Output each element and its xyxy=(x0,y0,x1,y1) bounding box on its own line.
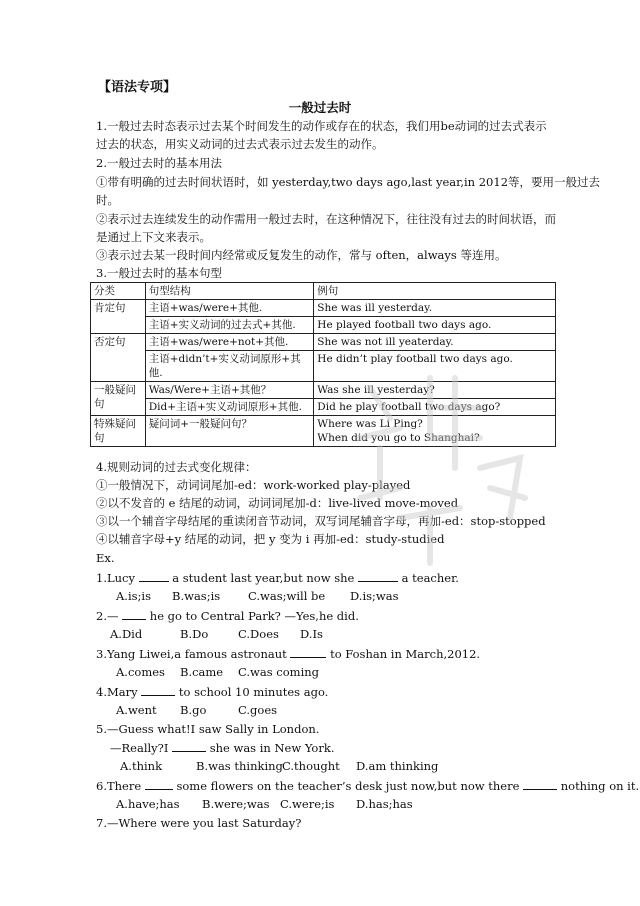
option: B.was thinking xyxy=(196,759,283,773)
usage-heading: 2.一般过去时的基本用法 xyxy=(96,156,222,170)
table-row xyxy=(91,317,556,334)
structure-cell: 主语+was/were+not+其他. xyxy=(145,334,314,351)
answer-blank xyxy=(141,683,175,696)
watermark-graphic xyxy=(330,348,550,578)
usage-line-3: ②表示过去连续发生的动作需用一般过去时，在这种情况下，往往没有过去的时间状语，而 xyxy=(96,212,556,226)
category-cell: 肯定句 xyxy=(91,300,146,334)
header-structure: 句型结构 xyxy=(145,283,314,300)
example-cell: He played football two days ago. xyxy=(314,317,556,334)
header-category: 分类 xyxy=(91,283,146,300)
answer-blank xyxy=(523,777,557,790)
option: D.Is xyxy=(300,627,323,641)
option: B.Do xyxy=(180,627,209,641)
rule-line-1: ①一般情况下，动词词尾加-ed：work-worked play-played xyxy=(96,478,411,492)
example-cell: She was not ill yeaterday. xyxy=(314,334,556,351)
question-6: 6.There some flowers on the teacher’s desk just now,but now there nothing on it. xyxy=(96,779,640,793)
option: B.go xyxy=(180,703,207,717)
option: D.has;has xyxy=(356,797,413,811)
question-4: 4.Mary to school 10 minutes ago. xyxy=(96,685,329,699)
answer-blank xyxy=(172,739,206,752)
category-cell: 特殊疑问句 xyxy=(91,416,146,447)
option: B.were;was xyxy=(202,797,270,811)
rules-heading: 4.规则动词的过去式变化规律： xyxy=(96,460,257,474)
category-cell: 一般疑问句 xyxy=(91,382,146,416)
option: A.Did xyxy=(110,627,143,641)
example-cell: She was ill yesterday. xyxy=(314,300,556,317)
option: C.Does xyxy=(238,627,279,641)
option: D.am thinking xyxy=(356,759,439,773)
option: C.thought xyxy=(282,759,340,773)
question-3: 3.Yang Liwei,a famous astronaut to Foshan in March,2012. xyxy=(96,647,481,661)
option: C.was coming xyxy=(238,665,320,679)
question-1: 1.Lucy a student last year,but now she a teacher. xyxy=(96,571,459,585)
rule-line-2: ②以不发音的 e 结尾的动词，动词词尾加-d：live-lived move-moved xyxy=(96,496,459,510)
example-cell: Was she ill yesterday? xyxy=(314,382,556,399)
question-7: 7.—Where were you last Saturday? xyxy=(96,816,302,830)
option: A.went xyxy=(116,703,157,717)
page-title: 一般过去时 xyxy=(288,100,352,115)
table-header-row xyxy=(91,283,556,300)
structure-cell: 主语+didn’t+实义动词原形+其他. xyxy=(145,351,314,382)
option: C.goes xyxy=(238,703,278,717)
rule-line-4: ④以辅音字母+y 结尾的动词，把 y 变为 i 再加-ed：study-studied xyxy=(96,532,445,546)
pattern-heading: 3.一般过去时的基本句型 xyxy=(96,266,222,280)
structure-cell: 主语+was/were+其他. xyxy=(145,300,314,317)
option: A.have;has xyxy=(116,797,180,811)
usage-line-2: 时。 xyxy=(96,193,119,207)
usage-line-1: ①带有明确的过去时间状语时，如 yesterday,two days ago,last year,in 2012等，要用一般过去 xyxy=(96,175,601,189)
option: B.came xyxy=(180,665,224,679)
category-cell: 否定句 xyxy=(91,334,146,382)
header-example: 例句 xyxy=(314,283,556,300)
option: A.is;is xyxy=(116,589,151,603)
option: D.is;was xyxy=(350,589,399,603)
intro-line-1: 1.一般过去时态表示过去某个时间发生的动作或存在的状态，我们用be动词的过去式表示 xyxy=(96,119,547,133)
answer-blank xyxy=(122,607,146,620)
structure-cell: 疑问词+一般疑问句？ xyxy=(145,416,314,447)
exercise-label: Ex. xyxy=(96,551,115,565)
rule-line-3: ③以一个辅音字母结尾的重读闭音节动词，双写词尾辅音字母，再加-ed：stop-stopped xyxy=(96,514,546,528)
structure-cell: Was/Were+主语+其他？ xyxy=(145,382,314,399)
question-2: 2.— he go to Central Park? —Yes,he did. xyxy=(96,609,359,623)
question-5-reply: —Really?I she was in New York. xyxy=(110,741,335,755)
option: C.were;is xyxy=(280,797,335,811)
answer-blank xyxy=(145,777,173,790)
section-header: 【语法专项】 xyxy=(98,80,177,95)
example-line: Where was Li Ping? xyxy=(317,418,423,430)
option: B.was;is xyxy=(172,589,221,603)
intro-line-2: 过去的状态，用实义动词的过去式表示过去发生的动作。 xyxy=(96,137,384,151)
example-line: When did you go to Shanghai? xyxy=(317,432,480,444)
option: C.was;will be xyxy=(248,589,326,603)
answer-blank xyxy=(139,569,169,582)
table-row xyxy=(91,300,556,317)
structure-cell: 主语+实义动词的过去式+其他. xyxy=(145,317,314,334)
answer-blank xyxy=(290,645,326,658)
question-5: 5.—Guess what!I saw Sally in London. xyxy=(96,722,320,736)
usage-line-4: 是通过上下文来表示。 xyxy=(96,230,211,244)
example-cell: He didn’t play football two days ago. xyxy=(314,351,556,382)
usage-line-5: ③表示过去某一段时间内经常或反复发生的动作，常与 often，always 等连用。 xyxy=(96,248,507,262)
option: A.think xyxy=(120,759,163,773)
example-cell: Did he play football two days ago? xyxy=(314,399,556,416)
structure-cell: Did+主语+实义动词原形+其他. xyxy=(145,399,314,416)
option: A.comes xyxy=(116,665,165,679)
